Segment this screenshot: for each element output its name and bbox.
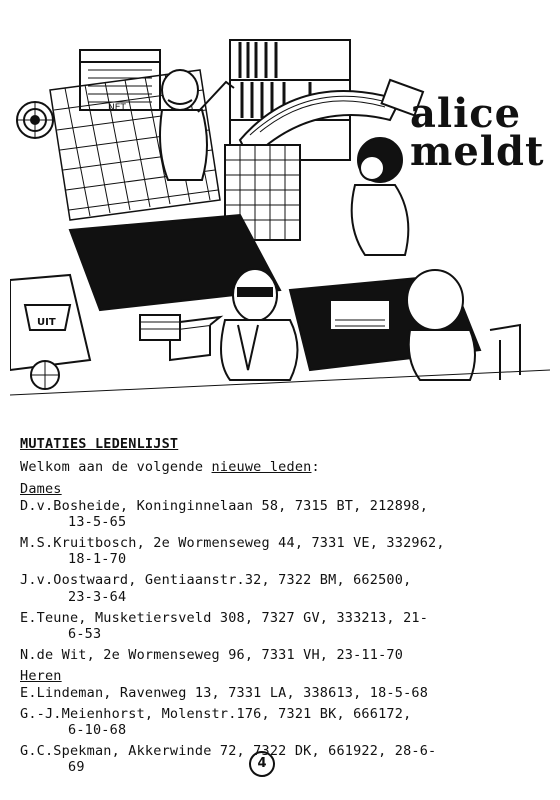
- member-line-2: 6-10-68: [68, 722, 127, 739]
- member-line-1: D.v.Bosheide, Koninginnelaan 58, 7315 BT, 212898,: [20, 497, 429, 514]
- member-line-2: 18-1-70: [68, 551, 127, 568]
- member-line-1: N.de Wit, 2e Wormenseweg 96, 7331 VH, 23-11-70: [20, 647, 404, 664]
- welcome-colon: :: [311, 459, 320, 476]
- member-entry: [20, 685, 550, 701]
- page-number: 4: [249, 751, 275, 777]
- welcome-text: Welkom aan de volgende: [20, 459, 212, 476]
- membership-changes-text: [20, 436, 550, 781]
- logo-line-1: alice: [410, 90, 522, 137]
- member-line-2: 23-3-64: [68, 588, 127, 605]
- member-line-2: 6-53: [68, 626, 102, 643]
- section-title-dames: Dames: [20, 481, 62, 498]
- member-entry: [20, 647, 550, 663]
- member-line-1: G.-J.Meienhorst, Molenstr.176, 7321 BK, 666172,: [20, 705, 412, 722]
- member-entry: [20, 706, 550, 738]
- office-cartoon-illustration: [10, 30, 550, 402]
- member-line-1: E.Lindeman, Ravenweg 13, 7331 LA, 338613, 18-5-68: [20, 684, 429, 701]
- member-line-2: 69: [68, 759, 85, 776]
- out-tray-label: UIT: [37, 317, 56, 328]
- welcome-underlined: nieuwe leden: [211, 459, 312, 476]
- member-entry: [20, 535, 550, 567]
- net-sign-label: NET: [108, 103, 126, 113]
- member-entry: [20, 572, 550, 604]
- member-line-1: E.Teune, Musketiersveld 308, 7327 GV, 333213, 21-: [20, 609, 429, 626]
- member-line-1: M.S.Kruitbosch, 2e Wormenseweg 44, 7331 VE, 332962,: [20, 535, 445, 552]
- member-line-1: G.C.Spekman, Akkerwinde 72, 7322 DK, 661922, 28-6-: [20, 743, 437, 760]
- logo-line-2: meldt: [410, 128, 545, 175]
- member-entry: [20, 743, 550, 775]
- section-title-heren: Heren: [20, 668, 62, 685]
- member-line-2: 13-5-65: [68, 513, 127, 530]
- member-entry: [20, 498, 550, 530]
- alice-meldt-logo: [410, 90, 550, 175]
- member-line-1: J.v.Oostwaard, Gentiaanstr.32, 7322 BM, 662500,: [20, 572, 412, 589]
- page-heading: MUTATIES LEDENLIJST: [20, 436, 179, 452]
- welcome-line: [20, 459, 550, 475]
- member-entry: [20, 610, 550, 642]
